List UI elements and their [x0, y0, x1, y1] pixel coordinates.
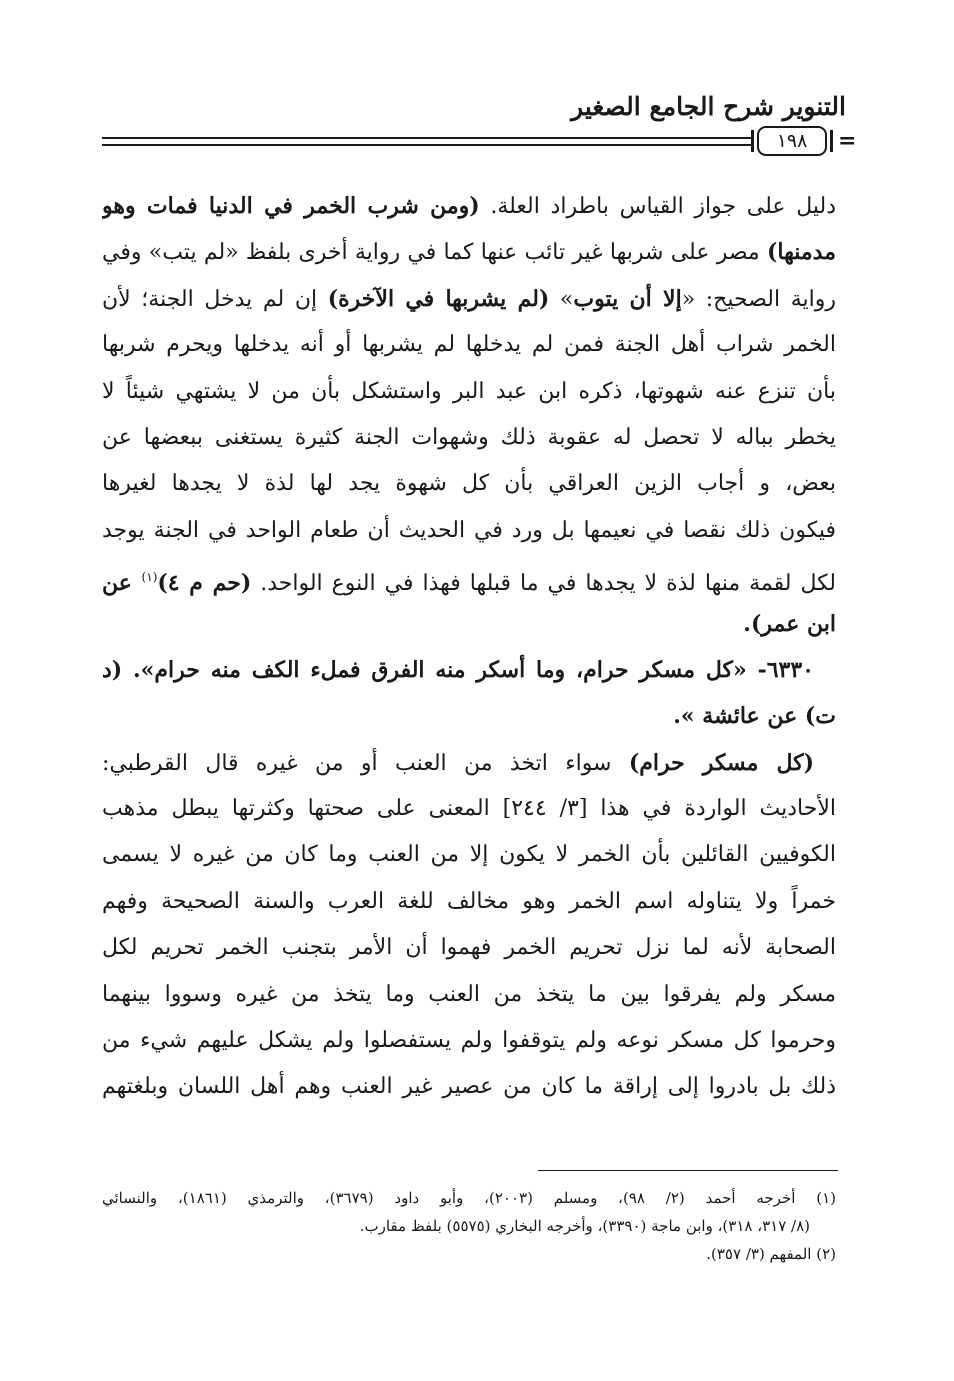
footnote-ref-1: (١) — [141, 570, 158, 585]
text-segment: مصر على شربها غير تائب عنها كما في رواية أخرى بلفظ «لم يتب» وفي — [102, 240, 767, 266]
footnote-1-line-2: (٨/ ٣١٧، ٣١٨)، وابن ماجة (٣٣٩٠)، وأخرجه البخاري (٥٥٧٥) بلفظ مقارب. — [359, 1217, 810, 1235]
text-line-19: وحرموا كل مسكر نوعه ولم يتوقفوا ولم يستفصلوا ولم يشكل عليهم شيء من — [102, 1028, 836, 1054]
header-rule-bottom — [102, 144, 752, 146]
footnote-separator — [538, 1170, 838, 1171]
header-rule-top — [102, 137, 752, 139]
running-title: التنوير شرح الجامع الصغير — [571, 92, 846, 121]
text-segment: إلا أن يتوب — [573, 285, 682, 312]
text-line-10: ابن عمر). — [743, 610, 836, 637]
text-line-9: لكل لقمة منها لذة لا يجدها في ما قبلها فهذا في النوع الواحد. (حم م ٤)$^{(١)}$ عن — [102, 570, 836, 597]
text-line-20: ذلك بل بادروا إلى إراقة ما كان من عصير غير العنب وهم أهل اللسان وبلغتهم — [102, 1074, 836, 1100]
footnote-2: (٢) المفهم (٣/ ٣٥٧). — [706, 1245, 836, 1263]
footnotes — [102, 1184, 836, 1268]
text-segment: » — [549, 286, 574, 312]
text-line-16: خمراً ولا يتناوله اسم الخمر وهو مخالف للغة العرب والسنة الصحيحة وفهم — [102, 888, 836, 914]
text-segment: (ومن شرب الخمر في الدنيا فمات وهو — [102, 193, 480, 219]
text-line-3 — [102, 276, 836, 322]
text-segment: إن لم يدخل الجنة؛ لأن — [102, 286, 328, 312]
text-segment: (لم يشربها في الآخرة) — [327, 285, 550, 312]
text-line-8: فيكون ذلك نقصا في نعيمها بل ورد في الحديث أن طعام الواحد في الجنة يوجد — [102, 517, 836, 543]
text-line-1 — [102, 183, 836, 229]
text-line-18: مسكر ولم يفرقوا بين ما يتخذ من العنب وما يتخذ من غيره وسووا بينهما — [102, 981, 836, 1007]
text-line-17: الصحابة لأنه لما نزل تحريم الخمر فهموا أن الأمر بتجنب الخمر تحريم لكل — [102, 935, 836, 961]
page-number: ١٩٨ — [757, 126, 827, 156]
text-line-4: الخمر شراب أهل الجنة فمن لم يدخلها لم يشربها أو أنه يدخلها ويحرم شربها — [102, 332, 836, 358]
main-text — [102, 183, 836, 1111]
text-line-5: بأن تنزع عنه شهوتها، ذكره ابن عبد البر واستشكل بأن من لا يشتهي شيئاً لا — [102, 378, 836, 404]
text-line-15: الكوفيين القائلين بأن الخمر لا يكون إلا من العنب وما كان من غيره لا يسمى — [102, 842, 836, 868]
header-ornament: = — [838, 128, 857, 154]
text-line-13: (كل مسكر حرام) سواء اتخذ من العنب أو من غيره قال القرطبي: — [102, 749, 814, 776]
hadith-6330-line-1: ٦٣٣٠- «كل مسكر حرام، وما أسكر منه الفرق فملء الكف منه حرام». (د — [102, 656, 814, 683]
hadith-6330-line-2: ت) عن عائشة ». — [673, 703, 836, 730]
text-segment: مدمنها) — [766, 239, 836, 266]
text-line-6: يخطر بباله لا تحصل له عقوبة ذلك وشهوات الجنة كثيرة يستغنى ببعضها عن — [102, 424, 836, 450]
text-line-14: الأحاديث الواردة في هذا [٣/ ٢٤٤] المعنى على صحتها وكثرتها يبطل مذهب — [102, 796, 836, 822]
text-segment: رواية الصحيح: « — [681, 286, 836, 312]
text-line-7: بعض، و أجاب الزين العراقي بأن كل شهوة يجد لها لذة لا يجدها لغيرها — [102, 471, 836, 497]
text-line-2 — [102, 229, 836, 275]
text-segment: دليل على جواز القياس باطراد العلة. — [479, 194, 836, 219]
footnote-1-line-1: (١) أخرجه أحمد (٢/ ٩٨)، ومسلم (٢٠٠٣)، وأبو داود (٣٦٧٩)، والترمذي (١٨٦١)، والنسائي — [102, 1189, 836, 1207]
